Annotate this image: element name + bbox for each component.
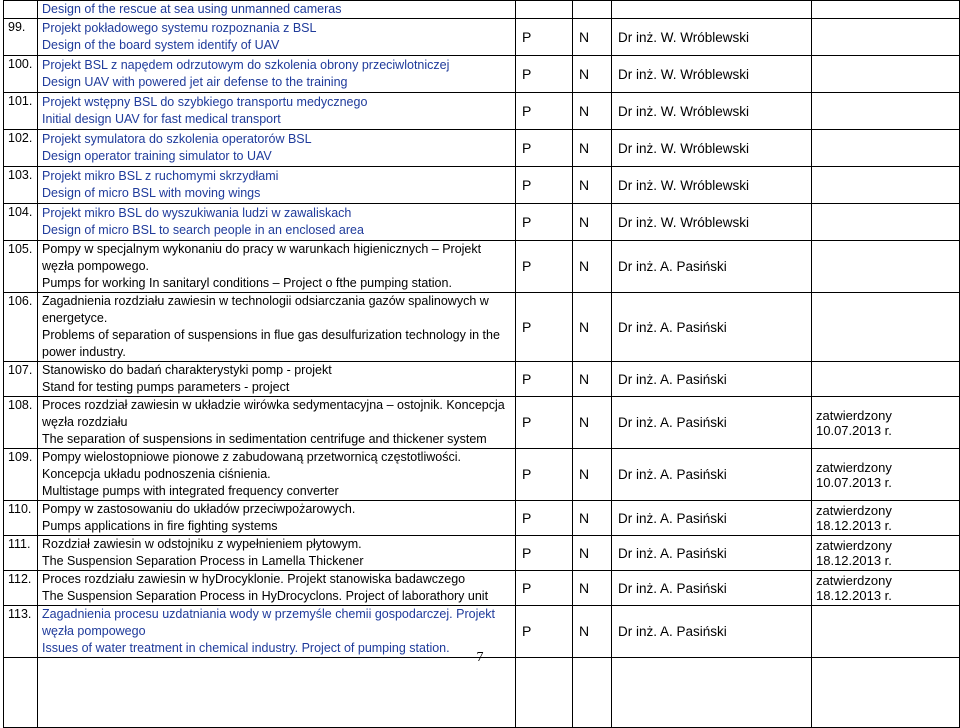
type-code: P: [516, 362, 573, 397]
mode-code: N: [573, 130, 612, 167]
topic-description-line: Pumps for working In sanitaryl conditions – Project o fthe pumping station.: [42, 276, 452, 290]
topic-number: 113.: [4, 606, 38, 658]
topic-number: 99.: [4, 19, 38, 56]
topic-description: [38, 449, 516, 501]
mode-code: N: [573, 293, 612, 362]
topic-number: 107.: [4, 362, 38, 397]
type-code: [516, 658, 573, 728]
topic-description-line: The Suspension Separation Process in HyDrocyclons. Project of laborathory unit: [42, 589, 489, 603]
topic-description-line: Pumps applications in fire fighting systems: [42, 519, 278, 533]
mode-code: N: [573, 167, 612, 204]
mode-code: N: [573, 56, 612, 93]
approval-status: [812, 501, 960, 536]
topic-description: [38, 658, 516, 728]
approval-status: [812, 571, 960, 606]
page-number: 7: [476, 650, 484, 665]
topic-description-line: The Suspension Separation Process in Lamella Thickener: [42, 554, 364, 568]
approval-status: [812, 397, 960, 449]
thesis-topics-table: [3, 0, 960, 728]
approval-status: [812, 1, 960, 19]
topic-description: [38, 397, 516, 449]
topic-description-line: Pompy wielostopniowe pionowe z zabudowaną przetwornicą częstotliwości.: [42, 450, 461, 464]
approval-label: zatwierdzony: [816, 407, 892, 423]
table-row: [4, 204, 960, 241]
table-row: [4, 293, 960, 362]
supervisor-name: Dr inż. A. Pasiński: [612, 362, 812, 397]
supervisor-name: Dr inż. A. Pasiński: [612, 606, 812, 658]
table-row: [4, 397, 960, 449]
mode-code: N: [573, 536, 612, 571]
topic-description-line: Projekt mikro BSL z ruchomymi skrzydłami: [42, 169, 279, 183]
approval-status: [812, 56, 960, 93]
mode-code: N: [573, 397, 612, 449]
topic-description-line: Projekt wstępny BSL do szybkiego transportu medycznego: [42, 95, 368, 109]
approval-date: 18.12.2013 r.: [816, 588, 892, 603]
topic-description-line: The separation of suspensions in sedimentation centrifuge and thickener system: [42, 432, 487, 446]
mode-code: N: [573, 93, 612, 130]
mode-code: N: [573, 449, 612, 501]
topic-description-line: Initial design UAV for fast medical transport: [42, 112, 281, 126]
approval-status: [812, 536, 960, 571]
approval-date: 18.12.2013 r.: [816, 518, 892, 533]
topic-description-line: Design of the rescue at sea using unmanned cameras: [42, 2, 342, 16]
topic-number: 108.: [4, 397, 38, 449]
topic-description-line: Design UAV with powered jet air defense to the training: [42, 75, 348, 89]
type-code: P: [516, 397, 573, 449]
mode-code: N: [573, 204, 612, 241]
approval-status: [812, 362, 960, 397]
table-row: [4, 56, 960, 93]
type-code: P: [516, 167, 573, 204]
mode-code: N: [573, 362, 612, 397]
supervisor-name: Dr inż. A. Pasiński: [612, 241, 812, 293]
type-code: P: [516, 449, 573, 501]
topic-description-line: Issues of water treatment in chemical industry. Project of pumping station.: [42, 641, 450, 655]
topic-description-line: Koncepcja układu podnoszenia ciśnienia.: [42, 467, 271, 481]
topic-description: [38, 362, 516, 397]
approval-date: 18.12.2013 r.: [816, 553, 892, 568]
supervisor-name: Dr inż. W. Wróblewski: [612, 56, 812, 93]
type-code: P: [516, 293, 573, 362]
table-row: [4, 241, 960, 293]
supervisor-name: Dr inż. W. Wróblewski: [612, 167, 812, 204]
topic-description: [38, 1, 516, 19]
topic-number: 101.: [4, 93, 38, 130]
mode-code: N: [573, 606, 612, 658]
topic-description: [38, 167, 516, 204]
topic-description: [38, 93, 516, 130]
supervisor-name: Dr inż. A. Pasiński: [612, 571, 812, 606]
topic-number: 109.: [4, 449, 38, 501]
topic-description-line: Proces rozdziału zawiesin w hyDrocyklonie. Projekt stanowiska badawczego: [42, 572, 466, 586]
supervisor-name: Dr inż. A. Pasiński: [612, 449, 812, 501]
table-body: [4, 1, 960, 728]
type-code: [516, 1, 573, 19]
table-row: [4, 167, 960, 204]
supervisor-name: [612, 658, 812, 728]
supervisor-name: [612, 1, 812, 19]
topic-description-line: Design of the board system identify of UAV: [42, 38, 280, 52]
mode-code: N: [573, 501, 612, 536]
approval-status: [812, 449, 960, 501]
mode-code: [573, 658, 612, 728]
supervisor-name: Dr inż. W. Wróblewski: [612, 93, 812, 130]
topic-description-line: Projekt symulatora do szkolenia operatorów BSL: [42, 132, 312, 146]
topic-description-line: Proces rozdział zawiesin w układzie wirówka sedymentacyjna – ostojnik. Koncepcja węzła rozdziału: [42, 398, 505, 429]
table-row: [4, 1, 960, 19]
supervisor-name: Dr inż. A. Pasiński: [612, 293, 812, 362]
approval-label: zatwierdzony: [816, 503, 892, 518]
type-code: P: [516, 204, 573, 241]
topic-number: 103.: [4, 167, 38, 204]
approval-label: zatwierdzony: [816, 459, 892, 475]
table-row: [4, 130, 960, 167]
type-code: P: [516, 19, 573, 56]
topic-description-line: Zagadnienia procesu uzdatniania wody w przemyśle chemii gospodarczej. Projekt węzła pompowego: [42, 607, 496, 638]
table-row: [4, 658, 960, 728]
approval-status: [812, 293, 960, 362]
topic-description: [38, 130, 516, 167]
supervisor-name: Dr inż. A. Pasiński: [612, 397, 812, 449]
topic-description-line: Pompy w zastosowaniu do układów przeciwpożarowych.: [42, 502, 356, 516]
topic-number: 104.: [4, 204, 38, 241]
supervisor-name: Dr inż. W. Wróblewski: [612, 130, 812, 167]
topic-description-line: Stand for testing pumps parameters - project: [42, 380, 290, 394]
approval-status: [812, 204, 960, 241]
topic-description: [38, 19, 516, 56]
approval-date: 10.07.2013 r.: [816, 422, 892, 438]
approval-status: [812, 93, 960, 130]
topic-number: [4, 1, 38, 19]
table-row: [4, 449, 960, 501]
approval-label: zatwierdzony: [816, 538, 892, 553]
approval-label: zatwierdzony: [816, 573, 892, 588]
topic-description-line: Rozdział zawiesin w odstojniku z wypełnieniem płytowym.: [42, 537, 362, 551]
mode-code: N: [573, 571, 612, 606]
approval-status: [812, 167, 960, 204]
table-row: [4, 362, 960, 397]
topic-description-line: Problems of separation of suspensions in flue gas desulfurization technology in the power industry.: [42, 328, 500, 359]
topic-description-line: Projekt pokładowego systemu rozpoznania z BSL: [42, 21, 317, 35]
type-code: P: [516, 501, 573, 536]
table-row: [4, 571, 960, 606]
topic-description: [38, 536, 516, 571]
table-row: [4, 501, 960, 536]
topic-number: 100.: [4, 56, 38, 93]
topic-description-line: Stanowisko do badań charakterystyki pomp - projekt: [42, 363, 332, 377]
topic-description-line: Zagadnienia rozdziału zawiesin w technologii odsiarczania gazów spalinowych w energetyce.: [42, 294, 489, 325]
topic-description-line: Design of micro BSL to search people in an enclosed area: [42, 223, 364, 237]
type-code: P: [516, 93, 573, 130]
supervisor-name: Dr inż. A. Pasiński: [612, 501, 812, 536]
type-code: P: [516, 56, 573, 93]
table-row: [4, 536, 960, 571]
approval-date: 10.07.2013 r.: [816, 474, 892, 490]
topic-number: 102.: [4, 130, 38, 167]
topic-number: 106.: [4, 293, 38, 362]
topic-description-line: Projekt mikro BSL do wyszukiwania ludzi w zawaliskach: [42, 206, 352, 220]
topic-number: 110.: [4, 501, 38, 536]
type-code: P: [516, 241, 573, 293]
topic-number: 105.: [4, 241, 38, 293]
approval-status: [812, 130, 960, 167]
approval-status: [812, 658, 960, 728]
topic-description: [38, 501, 516, 536]
approval-status: [812, 241, 960, 293]
table-row: [4, 93, 960, 130]
mode-code: N: [573, 19, 612, 56]
approval-status: [812, 19, 960, 56]
type-code: P: [516, 606, 573, 658]
topic-number: 112.: [4, 571, 38, 606]
topic-description: [38, 241, 516, 293]
table-row: [4, 19, 960, 56]
topic-description-line: Multistage pumps with integrated frequency converter: [42, 484, 339, 498]
type-code: P: [516, 130, 573, 167]
topic-description-line: Design operator training simulator to UAV: [42, 149, 272, 163]
topic-description-line: Projekt BSL z napędem odrzutowym do szkolenia obrony przeciwlotniczej: [42, 58, 450, 72]
type-code: P: [516, 571, 573, 606]
topic-number: [4, 658, 38, 728]
topic-description-line: Pompy w specjalnym wykonaniu do pracy w warunkach higienicznych – Projekt węzła pompowego.: [42, 242, 482, 273]
supervisor-name: Dr inż. W. Wróblewski: [612, 19, 812, 56]
topic-description: [38, 571, 516, 606]
supervisor-name: Dr inż. A. Pasiński: [612, 536, 812, 571]
topics-table-container: [3, 0, 960, 728]
topic-description: [38, 56, 516, 93]
topic-description-line: Design of micro BSL with moving wings: [42, 186, 261, 200]
topic-number: 111.: [4, 536, 38, 571]
supervisor-name: Dr inż. W. Wróblewski: [612, 204, 812, 241]
type-code: P: [516, 536, 573, 571]
topic-description: [38, 293, 516, 362]
mode-code: N: [573, 241, 612, 293]
topic-description: [38, 204, 516, 241]
mode-code: [573, 1, 612, 19]
